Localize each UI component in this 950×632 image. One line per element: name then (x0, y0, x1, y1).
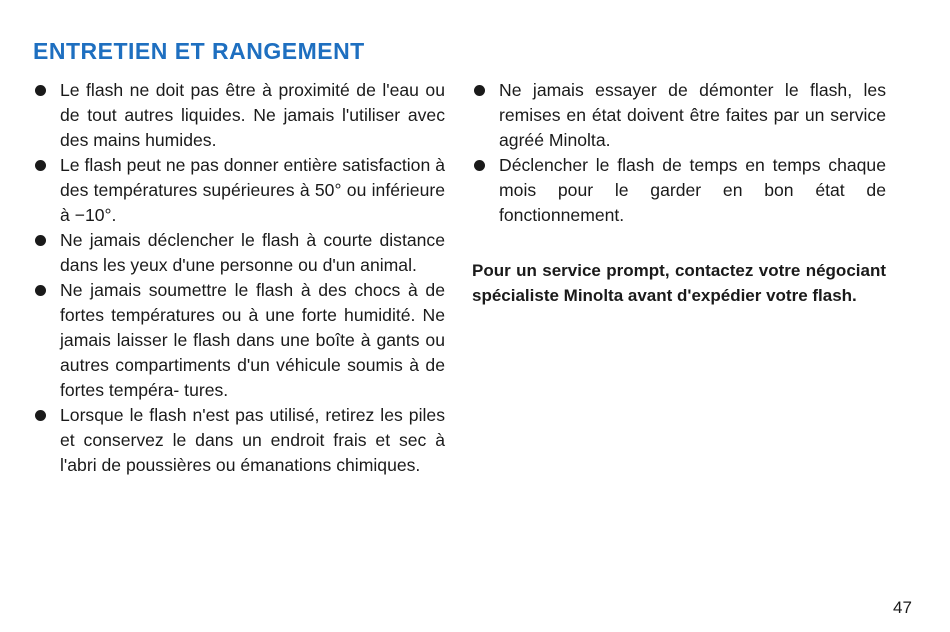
list-item-text: Ne jamais soumettre le flash à des chocs à de fortes températures ou à une forte humidité. Ne jamais laisser le flash dans une boîte à gants ou autres compartiments d'un véhicule soumis à de fortes tempéra- tures. (60, 280, 445, 400)
care-instructions-list (33, 78, 445, 478)
list-item-text: Ne jamais essayer de démonter le flash, les remises en état doivent être faites par un service agréé Minolta. (499, 80, 886, 150)
bullet-icon (35, 410, 46, 421)
right-column (472, 78, 886, 308)
list-item (33, 228, 445, 278)
list-item (33, 278, 445, 403)
list-item-text: Lorsque le flash n'est pas utilisé, retirez les piles et conservez le dans un endroit frais et sec à l'abri de poussières ou émanations chimiques. (60, 405, 445, 475)
bullet-icon (35, 285, 46, 296)
list-item (33, 153, 445, 228)
bullet-icon (35, 235, 46, 246)
bullet-icon (474, 160, 485, 171)
bullet-icon (35, 85, 46, 96)
bullet-icon (35, 160, 46, 171)
list-item-text: Le flash peut ne pas donner entière satisfaction à des températures supérieures à 50° ou inférieure à −10°. (60, 155, 445, 225)
list-item-text: Ne jamais déclencher le flash à courte distance dans les yeux d'une personne ou d'un animal. (60, 230, 445, 275)
list-item (472, 78, 886, 153)
bullet-icon (474, 85, 485, 96)
left-column (33, 78, 445, 478)
list-item (472, 153, 886, 228)
list-item-text: Le flash ne doit pas être à proximité de l'eau ou de tout autres liquides. Ne jamais l'utiliser avec des mains humides. (60, 80, 445, 150)
list-item (33, 78, 445, 153)
page-title: ENTRETIEN ET RANGEMENT (33, 38, 365, 64)
list-item-text: Déclencher le flash de temps en temps chaque mois pour le garder en bon état de fonctionnement. (499, 155, 886, 225)
page-number: 47 (893, 598, 912, 617)
list-item (33, 403, 445, 478)
service-notice: Pour un service prompt, contactez votre négociant spécialiste Minolta avant d'expédier votre flash. (472, 261, 886, 305)
care-instructions-list-continued (472, 78, 886, 228)
